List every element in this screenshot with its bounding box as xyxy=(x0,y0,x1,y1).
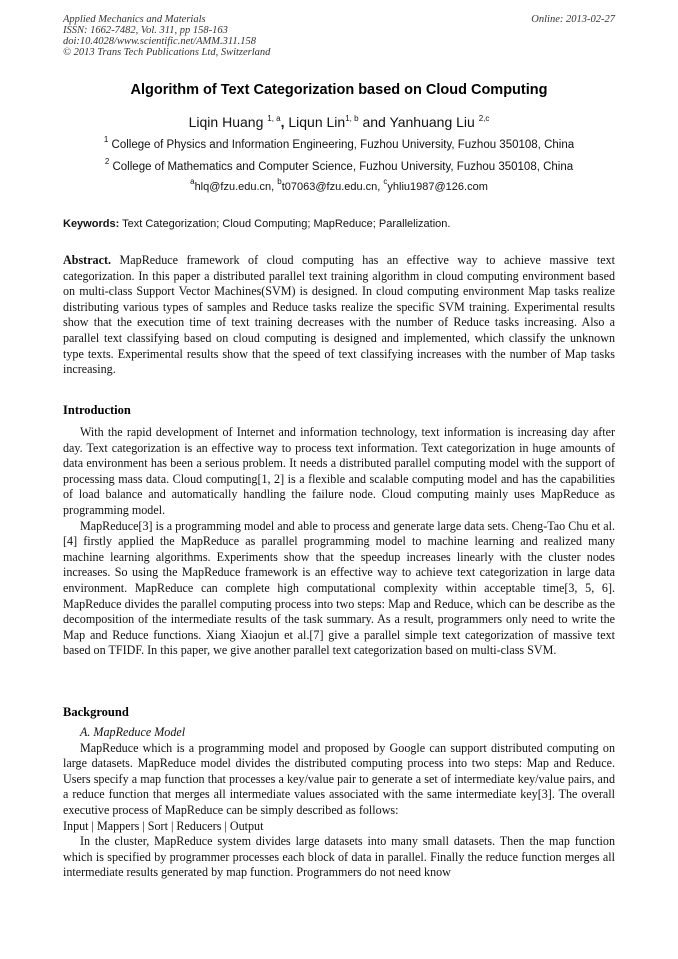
subsection-heading: A. MapReduce Model xyxy=(80,725,186,739)
author-and: and xyxy=(362,114,386,130)
paragraph: In the cluster, MapReduce system divides large datasets into many small datasets. Then the map function which is specified by programmer processes each block of data in parallel. Finally the reduce function merges all intermediate results generated by map function. Programmers do not need know xyxy=(63,834,615,880)
email-line xyxy=(63,177,615,193)
journal-name: Applied Mechanics and Materials xyxy=(63,14,206,25)
email-address[interactable]: yhliu1987@126.com xyxy=(387,181,488,193)
paragraph: MapReduce which is a programming model and proposed by Google can support distributed computing on large datasets. MapReduce model divides the distributed computing process into two steps: Map and Reduce. Users specify a map function that processes a key/value pair to generate a set of intermediate key/value pairs, and a reduce function that merges all intermediate values associated with the same intermediate key[3]. The overall executive process of MapReduce can be simply described as follows: xyxy=(63,740,615,817)
copyright-line: © 2013 Trans Tech Publications Ltd, Switzerland xyxy=(63,47,271,58)
paper-title: Algorithm of Text Categorization based on Cloud Computing xyxy=(130,82,548,98)
doi-line: doi:10.4028/www.scientific.net/AMM.311.158 xyxy=(63,36,256,47)
process-flow: Input | Mappers | Sort | Reducers | Output xyxy=(63,818,264,833)
author-name: Yanhuang Liu xyxy=(389,114,475,130)
keywords-text: Text Categorization; Cloud Computing; MapReduce; Parallelization. xyxy=(122,218,451,230)
affiliation-number: 2 xyxy=(104,157,110,166)
abstract xyxy=(63,253,615,378)
author-name: Liqun Lin xyxy=(288,114,346,130)
email-address[interactable]: t07063@fzu.edu.cn, xyxy=(281,181,384,193)
paragraph: MapReduce[3] is a programming model and able to process and generate large data sets. Cheng-Tao Chu et al.[4] firstly applied the MapReduce as parallel programming model to machine learning and realized many machine learning algorithms. Experiments show that the speedup increases linearly with the cluster nodes increases. So using the MapReduce framework is an effective way to achieve text categorization in large data environment. MapReduce can complete high computational complexity within acceptable time[3, 5, 6]. MapReduce divides the parallel computing process into two steps: Map and Reduce, which can be describe as the decomposition of the intermediate results of the task summary. As a result, programmers only need to write the Map and Reduce functions. Xiang Xiaojun et al.[7] give a parallel simple text categorization of massive text based on TFIDF. In this paper, we give another parallel text categorization based on multi-class SVM. xyxy=(63,518,615,658)
email-address[interactable]: hlq@fzu.edu.cn, xyxy=(194,181,278,193)
issn-line: ISSN: 1662-7482, Vol. 311, pp 158-163 xyxy=(63,25,228,36)
email-superscript: a xyxy=(190,177,195,186)
section-heading-introduction: Introduction xyxy=(63,403,131,417)
affiliation-text: College of Physics and Information Engineering, Fuzhou University, Fuzhou 350108, China xyxy=(111,139,575,151)
keywords xyxy=(63,218,615,230)
abstract-text: MapReduce framework of cloud computing has an effective way to achieve massive text categorization. In this paper a distributed parallel text training algorithm in cloud computing environment based on multi-class Support Vector Machines(SVM) is designed. In cloud computing environment Map tasks realize distributing various types of samples and Reduce tasks realize the specific SVM training. Experimental results show that the execution time of text training decreases with the number of Reduce tasks increasing. Also a parallel text classifying based on cloud computing is designed and implemented, which classify the unknown type texts. Experimental results show that the speed of text classifying increases with the number of Map tasks increasing. xyxy=(63,253,615,377)
affiliation-number: 1 xyxy=(103,135,109,144)
keywords-label: Keywords: xyxy=(63,218,120,230)
author-separator: , xyxy=(280,114,285,130)
email-superscript: c xyxy=(383,177,388,186)
author-superscript: 1, b xyxy=(345,114,359,123)
section-heading-background: Background xyxy=(63,705,129,719)
author-name: Liqin Huang xyxy=(188,114,264,130)
email-superscript: b xyxy=(277,177,282,186)
abstract-label: Abstract. xyxy=(63,253,112,267)
journal-header xyxy=(63,14,615,58)
author-superscript: 1, a xyxy=(267,114,281,123)
author-line xyxy=(63,114,615,130)
introduction-body xyxy=(63,425,615,659)
paragraph: With the rapid development of Internet and information technology, text information is increasing day after day. Text categorization is an effective way to process text information. Text categorization in huge amounts of data environment has been a serious problem. It needs a distributed parallel computing model with the support of processing mass data. Cloud computing[1, 2] is a flexible and scalable computing model and has the capabilities of load balance and automatically handling the failure node. Cloud computing mainly uses MapReduce as programming model. xyxy=(63,425,615,517)
affiliation-1 xyxy=(63,135,615,151)
background-body xyxy=(63,725,615,881)
affiliation-2 xyxy=(63,157,615,173)
author-superscript: 2,c xyxy=(478,114,490,123)
online-date: Online: 2013-02-27 xyxy=(531,14,615,25)
affiliation-text: College of Mathematics and Computer Science, Fuzhou University, Fuzhou 350108, China xyxy=(112,161,574,173)
